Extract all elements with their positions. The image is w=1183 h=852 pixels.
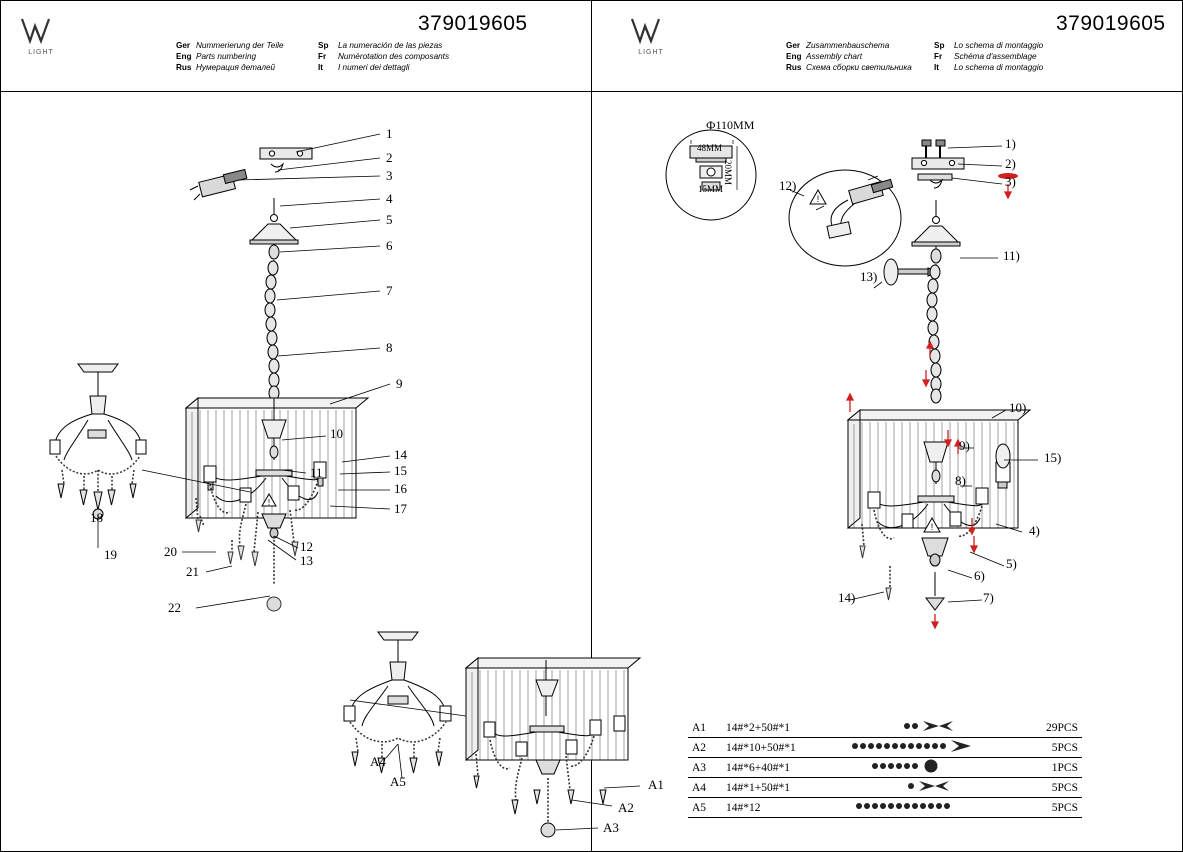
svg-text:!: !: [267, 498, 271, 507]
parts-callout-13: 13: [300, 553, 313, 568]
parts-callout-9: 9: [396, 376, 403, 391]
assembly-callout-5: 5): [1006, 556, 1017, 571]
crystal-strand-icon: [835, 779, 1015, 793]
accessory-parts-table: [688, 718, 1082, 818]
row-code: A5: [688, 798, 722, 818]
svg-text:!: !: [816, 194, 820, 204]
lang-text: Lo schema di montaggio: [954, 41, 1044, 50]
parts-callout-15: 15: [394, 463, 407, 478]
chandelier-reference-left: [50, 364, 146, 519]
assembly-callout-9: 9): [959, 438, 970, 453]
lang-code: It: [318, 63, 324, 73]
parts-callout-3: 3: [386, 168, 393, 183]
assembly-callout-1: 1): [1005, 136, 1016, 151]
assembly-callout-12: 12): [779, 178, 797, 193]
parts-callout-16: 16: [394, 481, 407, 496]
canopy-assembly: [912, 200, 960, 263]
detail-dim-bottom: 15MM: [698, 184, 724, 194]
row-code: A1: [688, 718, 722, 738]
parts-callout-6: 6: [386, 238, 393, 253]
row-spec: 14#*6+40#*1: [722, 758, 826, 778]
parts-callout-22: 22: [168, 600, 181, 615]
lang-text: Schéma d'assemblage: [954, 52, 1037, 62]
crystal-strand-icon: [835, 719, 1015, 733]
logo-text: LIGHT: [28, 49, 54, 56]
parts-callout-8: 8: [386, 340, 393, 355]
table-row: [688, 718, 1082, 738]
logo-text: LIGHT: [638, 49, 664, 56]
row-spec: 14#*1+50#*1: [722, 778, 826, 798]
parts-callout-12: 12: [300, 539, 313, 554]
lang-code: Rus: [176, 63, 192, 73]
lang-text: Parts numbering: [196, 52, 257, 62]
accessory-callout-a2: A2: [618, 800, 634, 815]
parts-callout-17: 17: [394, 501, 407, 516]
terminal-block-part: [190, 169, 247, 200]
lang-code: Ger: [786, 41, 801, 50]
lang-code: Rus: [786, 63, 802, 73]
chain-part: [265, 260, 279, 400]
ceiling-plate-part: [260, 148, 312, 172]
detail-diameter-label: Ф110MM: [706, 118, 755, 132]
accessory-callout-a1: A1: [648, 777, 664, 792]
assembly-callout-2: 2): [1005, 156, 1016, 171]
row-visual: [826, 738, 1024, 758]
parts-callout-7: 7: [386, 283, 393, 298]
lang-text: I numeri dei dettagli: [338, 63, 410, 73]
svg-text:!: !: [930, 522, 934, 532]
parts-callout-11: 11: [310, 465, 323, 480]
lang-text: La numeración de las piezas: [338, 41, 443, 50]
lang-text: Assembly chart: [806, 52, 862, 62]
lang-text: Zusammenbauschema: [806, 41, 890, 50]
lang-text: Lo schema di montaggio: [954, 63, 1044, 73]
canopy-part: [250, 198, 298, 259]
accessory-callout-a4: A4: [370, 754, 386, 769]
table-row: [688, 778, 1082, 798]
lang-text: Nummerierung der Teile: [196, 41, 284, 50]
assembly-callout-6: 6): [974, 568, 985, 583]
article-number-right: 379019605: [1056, 12, 1166, 35]
assembly-callout-13: 13): [860, 269, 878, 284]
row-spec: 14#*2+50#*1: [722, 718, 826, 738]
row-visual: [826, 778, 1024, 798]
crystal-ball-icon: [835, 759, 1015, 773]
assembly-callout-7: 7): [983, 590, 994, 605]
row-visual: [826, 758, 1024, 778]
lang-text: Схема сборки светильника: [806, 63, 912, 73]
parts-callout-4: 4: [386, 191, 393, 206]
assembly-callout-10: 10): [1009, 400, 1027, 415]
parts-callout-5: 5: [386, 212, 393, 227]
row-spec: 14#*10+50#*1: [722, 738, 826, 758]
row-qty: 1PCS: [1024, 758, 1082, 778]
lang-code: Fr: [318, 52, 327, 62]
parts-callout-1: 1: [386, 126, 393, 141]
chandelier-assembled-bottom: [344, 632, 451, 773]
assembly-callout-14: 14): [838, 590, 856, 605]
chain-assembly: [927, 264, 941, 403]
row-visual: [826, 718, 1024, 738]
assembly-callout-15: 15): [1044, 450, 1062, 465]
assembly-callout-8: 8): [955, 473, 966, 488]
row-qty: 5PCS: [1024, 798, 1082, 818]
wiring-detail-bubble: [789, 170, 901, 266]
lang-code: Sp: [934, 41, 945, 50]
crystal-strand-icon: [835, 799, 1015, 813]
parts-callout-14: 14: [394, 447, 407, 462]
assembly-callout-3: 3): [1005, 174, 1016, 189]
lang-text: Нумерация деталей: [196, 63, 276, 73]
parts-callout-2: 2: [386, 150, 393, 165]
row-qty: 5PCS: [1024, 778, 1082, 798]
table-row: [688, 758, 1082, 778]
lang-code: Eng: [176, 52, 192, 62]
row-qty: 29PCS: [1024, 718, 1082, 738]
lang-code: Fr: [934, 52, 943, 62]
parts-callout-21: 21: [186, 564, 199, 579]
lamp-shade-part: [186, 398, 368, 518]
row-visual: [826, 798, 1024, 818]
detail-dim-top: 48MM: [697, 143, 723, 153]
row-qty: 5PCS: [1024, 738, 1082, 758]
table-row: [688, 798, 1082, 818]
detail-dim-side: 20MM: [723, 160, 733, 186]
ceiling-plate-assembly: [912, 140, 964, 188]
accessory-callout-a3: A3: [603, 820, 619, 835]
article-number-left: 379019605: [418, 12, 528, 35]
table-row: [688, 738, 1082, 758]
assembly-callout-4: 4): [1029, 523, 1040, 538]
row-code: A4: [688, 778, 722, 798]
lang-code: Sp: [318, 41, 329, 50]
assembly-callout-11: 11): [1003, 248, 1020, 263]
parts-callout-19: 19: [104, 547, 117, 562]
row-spec: 14#*12: [722, 798, 826, 818]
parts-callout-20: 20: [164, 544, 177, 559]
accessory-callout-a5: A5: [390, 774, 406, 789]
row-code: A2: [688, 738, 722, 758]
crystal-strand-icon: [835, 739, 1015, 753]
row-code: A3: [688, 758, 722, 778]
parts-callout-10: 10: [330, 426, 343, 441]
parts-numbering-drawing: [0, 0, 591, 852]
lang-text: Numérotation des composants: [338, 52, 450, 62]
lang-code: Ger: [176, 41, 191, 50]
parts-callout-18: 18: [90, 510, 103, 525]
lang-code: Eng: [786, 52, 802, 62]
lang-code: It: [934, 63, 940, 73]
